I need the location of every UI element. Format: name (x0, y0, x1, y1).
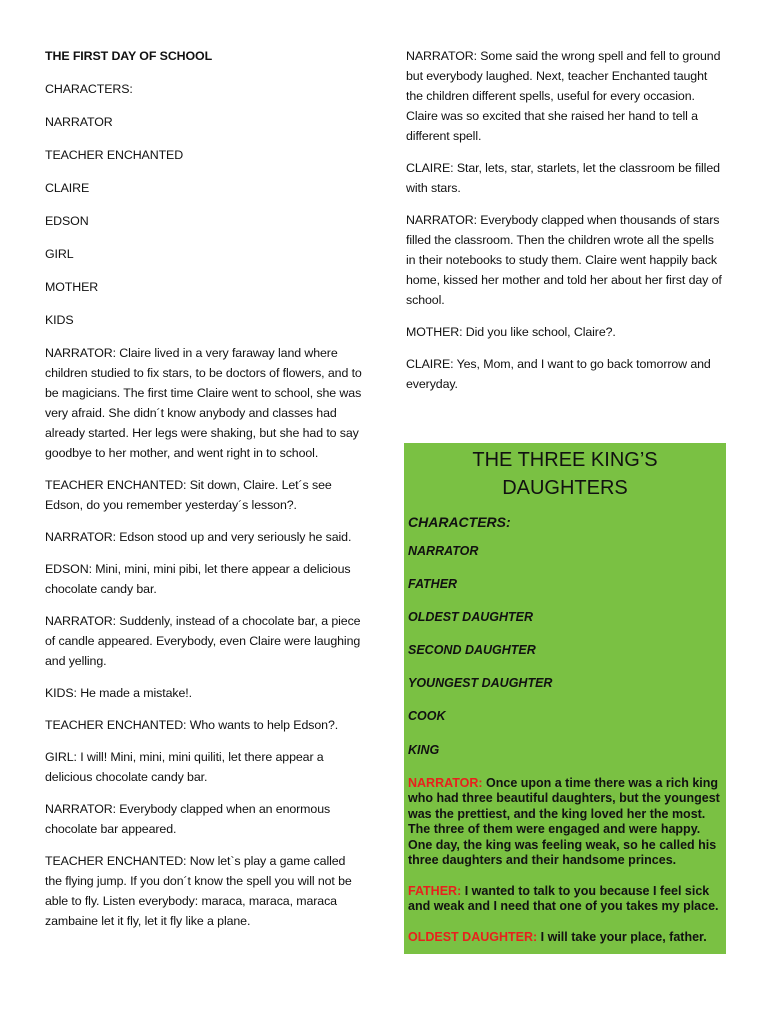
story1-right-column (406, 46, 724, 406)
story1-paragraph: TEACHER ENCHANTED: Who wants to help Edson?. (45, 718, 339, 732)
story2-characters-heading: CHARACTERS: (408, 514, 511, 530)
story1-paragraph: NARRATOR: Suddenly, instead of a chocolate bar, a piece of candle appeared. Everybody, even Claire were laughing and yelling. (45, 614, 361, 668)
story1-character: EDSON (45, 214, 89, 228)
story1-paragraph: NARRATOR: Edson stood up and very seriously he said. (45, 530, 352, 544)
story2-character: YOUNGEST DAUGHTER (408, 676, 553, 691)
story1-paragraph: CLAIRE: Yes, Mom, and I want to go back tomorrow and everyday. (406, 357, 711, 391)
story1-character: TEACHER ENCHANTED (45, 148, 184, 162)
story1-paragraph: NARRATOR: Everybody clapped when thousands of stars filled the classroom. Then the children wrote all the spells in their notebooks to study them. Claire went happily back home, kissed her mother and told her about her first day of school. (406, 213, 722, 307)
story1-character: KIDS (45, 313, 74, 327)
story2-character: KING (408, 742, 440, 757)
dialogue-text: Once upon a time there was a rich king who had three beautiful daughters, but the youngest was the prettiest, and the king loved her the most. The three of them were engaged and were happy. One day, the king was feeling weak, so he called his three daughters and their handsome princes. (408, 775, 720, 868)
story2-character: OLDEST DAUGHTER (408, 610, 533, 625)
story1-left-column (45, 46, 363, 943)
story1-character: CLAIRE (45, 181, 90, 195)
story1-paragraph: KIDS: He made a mistake!. (45, 686, 192, 700)
story2-content (404, 514, 726, 945)
story2-title (414, 446, 716, 502)
story1-paragraph: CLAIRE: Star, lets, star, starlets, let the classroom be filled with stars. (406, 161, 720, 195)
story2-character: COOK (408, 709, 446, 724)
dialogue-text: I wanted to talk to you because I feel sick and weak and I need that one of you takes my place. (408, 883, 719, 914)
speaker-label: FATHER: (408, 883, 462, 898)
story1-paragraph: TEACHER ENCHANTED: Sit down, Claire. Let´s see Edson, do you remember yesterday´s lesson?. (45, 478, 332, 512)
story1-paragraph: NARRATOR: Everybody clapped when an enormous chocolate bar appeared. (45, 802, 331, 836)
story1-paragraph: NARRATOR: Claire lived in a very faraway land where children studied to fix stars, to be doctors of flowers, and to be magicians. The first time Claire went to school, she was very afraid. She didn´t know anybody and classes had already started. Her legs were shaking, but she had to say goodbye to her mother, and went right in to school. (45, 346, 362, 460)
story2-title-line: THE THREE KING’S (472, 449, 658, 471)
story1-character: MOTHER (45, 280, 99, 294)
story1-paragraph: TEACHER ENCHANTED: Now let`s play a game called the flying jump. If you don´t know the spell you will not be able to fly. Listen everybody: maraca, maraca, maraca zambaine let it fly, let it fly like a plane. (45, 854, 352, 928)
story2-title-line: DAUGHTERS (502, 477, 628, 499)
story1-paragraph: MOTHER: Did you like school, Claire?. (406, 325, 616, 339)
dialogue-text: I will take your place, father. (537, 929, 707, 944)
story2-character: SECOND DAUGHTER (408, 643, 536, 658)
speaker-label: OLDEST DAUGHTER: (408, 929, 538, 944)
story1-title: THE FIRST DAY OF SCHOOL (45, 49, 213, 63)
story2-dialogue-line (408, 930, 722, 946)
story1-paragraph: NARRATOR: Some said the wrong spell and fell to ground but everybody laughed. Next, teacher Enchanted taught the children different spells, useful for every occasion. Claire was so excited that she raised her hand to tell a different spell. (406, 49, 721, 143)
story1-paragraph: GIRL: I will! Mini, mini, mini quiliti, let there appear a delicious chocolate candy bar. (45, 750, 324, 784)
story1-characters-heading: CHARACTERS: (45, 82, 133, 96)
story2-character: NARRATOR (408, 544, 479, 558)
story1-paragraph: EDSON: Mini, mini, mini pibi, let there appear a delicious chocolate candy bar. (45, 562, 351, 596)
story2-dialogue-line (408, 884, 722, 915)
story2-character: FATHER (408, 577, 458, 592)
story2-dialogue-line (408, 776, 722, 869)
speaker-label: NARRATOR: (408, 775, 483, 790)
story2-green-box (404, 443, 726, 954)
story1-character: NARRATOR (45, 115, 113, 129)
story1-character: GIRL (45, 247, 74, 261)
